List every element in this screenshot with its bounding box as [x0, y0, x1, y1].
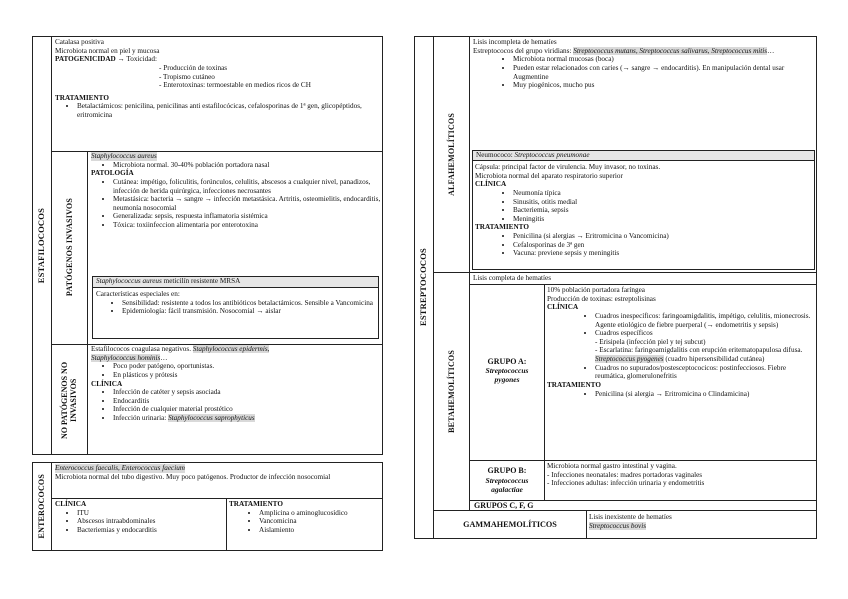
hominis-line: [91, 354, 381, 363]
neumococo-text: Neumococo:: [476, 151, 515, 159]
capsula-text: Cápsula: principal factor de virulencia. Muy invasor, no toxinas.: [475, 163, 661, 171]
list-item: • Sinusitis, otitis medial: [513, 198, 813, 207]
mrsa-list: [96, 299, 376, 316]
enterococcus-species: Enterococcus faecalis, Enterococcus faecium: [55, 464, 185, 472]
toxinas-text: Producción de toxinas: estreptolisinas: [547, 294, 656, 303]
tratamiento-heading: TRATAMIENTO: [55, 93, 109, 102]
enterococos-description: Microbiota normal del tubo digestivo. Muy poco patógenos. Productor de infección nosocomial: [55, 472, 331, 481]
list-item: • Microbiota normal mucosas (boca): [513, 55, 815, 64]
list-item: • Meningitis: [513, 215, 813, 224]
list-item: • Microbiota normal. 30-40% población portadora nasal: [113, 161, 381, 170]
gamma-label-cell: [434, 510, 586, 539]
patogenos-content: [88, 151, 383, 231]
epidermis-species: Staphylococcus epidermis,: [192, 345, 270, 353]
viridians-list: [473, 55, 815, 90]
list-item: • Penicilina (si alergia → Eritromicina o Clindamicina): [595, 390, 815, 399]
list-item: • Pueden estar relacionados con caries (→ sangre → endocarditis). En manipulación dental usar Augmentine: [513, 64, 815, 81]
mrsa-header: [93, 277, 378, 288]
list-item: • Cefalosporinas de 3ª gen: [513, 241, 813, 250]
list-item: • Betalactámicos: penicilina, penicilinas anti estafilocócicas, cefalosporinas de 1ª gen, glicopéptidos, eritromicina: [77, 102, 381, 119]
alfa-label-cell: [434, 36, 470, 272]
clinica-list: [91, 388, 381, 423]
no-patogenos-content: [88, 344, 383, 424]
clinica-list: [55, 509, 224, 535]
list-item: • Vacuna: previene sepsis y meningitis: [513, 249, 813, 258]
grupo-a-clinica-list: [547, 312, 815, 381]
especificos-text: Cuadros específicos: [595, 329, 653, 338]
toxicidad-text: Toxicidad:: [126, 55, 157, 64]
patogenicidad-line: [55, 55, 381, 64]
beta-label: BETAHEMOLÍTICOS: [446, 349, 456, 433]
toxicidad-sub1: - Producción de toxinas: [159, 63, 228, 72]
viridians-species: Streptococcus mutans, Streptococcus salivarus, Streptococcus mitis: [573, 46, 768, 55]
clinica-heading: CLÍNICA: [55, 500, 87, 508]
neumococo-clinica-list: [475, 189, 813, 224]
clinica-heading: CLÍNICA: [547, 303, 579, 312]
viridians-text: Estreptococos del grupo viridians:: [473, 46, 574, 55]
list-item: • Epidemiología: fácil transmisión. Nosocomial → aislar: [122, 307, 376, 316]
list-item: [113, 414, 381, 423]
list-item: • Amplicina o aminoglucosídico: [259, 509, 381, 518]
toxicidad-sub2: - Tropismo cutáneo: [159, 72, 215, 81]
list-item: • Cutánea: impétigo, foliculitis, forúnculos, celulitis, abscesos a cualquier nivel, panadizos, infección de herida quirúrgica, infecciones necrosantes: [113, 178, 381, 195]
ellipsis: …: [767, 46, 775, 55]
enterococos-label-cell: [32, 462, 52, 551]
aureus-species: Staphylococcus aureus: [91, 152, 157, 160]
clinica-heading: CLÍNICA: [475, 180, 507, 189]
grupo-a-tratamiento-list: [547, 390, 815, 399]
escarlatina-text: [595, 346, 815, 363]
grupo-b-species: Streptococcus agalactiae: [485, 475, 529, 494]
intro-text: Estafilococos coagulasa negativos.: [91, 345, 193, 353]
alfa-label: ALFAHEMOLÍTICOS: [446, 112, 456, 196]
no-patogenos-label: NO PATÓGENOS NO INVASIVOS: [60, 360, 79, 439]
list-item: • Sensibilidad: resistente a todos los antibióticos betalactámicos. Sensible a Vancomicina: [122, 299, 376, 308]
catalasa-text: Catalasa positiva: [55, 38, 104, 46]
enterococos-label: ENTEROCOCOS: [36, 474, 46, 539]
mrsa-title: meticilín resistente MRSA: [161, 277, 241, 285]
patogenicidad-heading: PATOGENICIDAD: [55, 55, 116, 64]
list-item: • Tóxica: toxiinfeccion alimentaria por enterotoxina: [113, 221, 381, 230]
pyogenes-species: Streptococcus pyogenes: [595, 355, 664, 364]
enterococos-header: [52, 463, 383, 482]
alfa-content: [470, 37, 817, 91]
list-item: • En plásticos y prótesis: [113, 371, 381, 380]
list-item: • Infección de catéter y sepsis asociada: [113, 388, 381, 397]
tratamiento-heading: TRATAMIENTO: [547, 381, 601, 390]
patogenos-label-cell: [52, 151, 88, 344]
list-item: • Vancomicina: [259, 517, 381, 526]
tratamiento-heading: TRATAMIENTO: [475, 223, 529, 232]
tratamiento-heading: TRATAMIENTO: [229, 500, 283, 508]
hipersensibilidad-text: (cuadro hipersensibilidad cutánea): [663, 355, 765, 364]
list-item: • Aislamiento: [259, 526, 381, 535]
mrsa-species: Staphylococcus aureus: [96, 277, 162, 285]
tratamiento-list: [229, 509, 381, 535]
estafilococos-label-cell: [32, 36, 52, 455]
toxicidad-sub3: - Enterotoxinas: termoestable en medios ricos de CH: [159, 81, 311, 90]
lisis-inexistente: Lisis inexistente de hematíes: [589, 513, 672, 521]
estreptococos-label: ESTREPTOCOCOS: [418, 248, 429, 327]
list-item: • Cuadros inespecíficos: faringoamigdalitis, impétigo, celulitis, mionecrosis. Agente etiológico de fiebre puerperal (→ endometritis y sepsis): [595, 312, 815, 329]
list-item: • Infección de cualquier material prostético: [113, 405, 381, 414]
list-item: [595, 329, 815, 364]
list-item: • Generalizada: sepsis, respuesta inflamatoria sistémica: [113, 212, 381, 221]
patogenos-label: PATÓGENOS INVASIVOS: [64, 198, 74, 297]
neumococo-content: [472, 162, 815, 259]
lisis-incompleta: Lisis incompleta de hematíes: [473, 38, 557, 46]
hominis-species: Staphylococcus hominis: [91, 353, 161, 362]
coagulasa-line: [91, 345, 381, 354]
mrsa-content: [93, 289, 378, 317]
estafilococos-general: [52, 37, 383, 121]
estreptococos-label-cell: [414, 36, 434, 539]
grupo-b-content: [544, 461, 817, 489]
grupo-a-label: GRUPO A:: [487, 356, 527, 366]
aureus-list: [91, 161, 381, 170]
neumococo-tratamiento-list: [475, 232, 813, 258]
list-item: • Poco poder patógeno, oportunistas.: [113, 362, 381, 371]
grupo-b-adultas: - Infecciones adultas: infección urinaria y endometritis: [547, 479, 705, 488]
tratamiento-list: [55, 102, 381, 119]
viridians-line: [473, 47, 815, 56]
saprophyticus-species: Staphylococcus saprophyticus: [168, 414, 255, 423]
list-item: • Neumonía típica: [513, 189, 813, 198]
grupo-b-microbiota: Microbiota normal gastro intestinal y vagina.: [547, 462, 677, 470]
grupo-b-neonatales: - Infecciones neonatales: madres portadoras vaginales: [547, 470, 703, 479]
portadora-text: 10% población portadora faríngea: [547, 286, 645, 294]
enterococos-clinica: [52, 499, 226, 536]
neumococo-header: [472, 150, 815, 161]
list-item: • Metastásica: bacteria → sangre → infección metastásica. Artritis, osteomielitis, endocarditis, neumonía nosocomial: [113, 195, 381, 212]
patologia-list: [91, 178, 381, 230]
beta-label-cell: [434, 272, 470, 510]
grupo-b-label: GRUPO B:: [487, 466, 527, 476]
grupo-b-label-cell: [470, 460, 544, 500]
gamma-label: GAMMAHEMOLÍTICOS: [463, 519, 557, 529]
list-item: • Penicilina (si alergias → Eritromicina o Vancomicina): [513, 232, 813, 241]
list-item: • Cuadros no supurados/postesceptococicos: postinfecciosos. Fiebre reumática, glomerulonefritis: [595, 364, 815, 381]
grupo-a-content: [544, 285, 817, 399]
list-item: • Endocarditis: [113, 397, 381, 406]
arrow: →: [117, 55, 125, 64]
beta-header: [470, 273, 817, 284]
grupo-a-species: Streptococcus pygones: [485, 366, 529, 385]
list-item: • Abscesos intraabdominales: [77, 517, 224, 526]
grupos-cfg: GRUPOS C, F, G: [474, 501, 534, 510]
no-patogenos-list: [91, 362, 381, 379]
list-item: • ITU: [77, 509, 224, 518]
erisipela-text: - Erisipela (infección piel y tej subcut): [595, 337, 706, 346]
mrsa-caracteristicas: Características especiales en:: [96, 290, 180, 298]
list-item: • Bacteriemia, sepsis: [513, 206, 813, 215]
enterococos-tratamiento: [226, 499, 383, 536]
no-patogenos-label-cell: [52, 344, 88, 455]
list-item: • Muy piogénicos, mucho pus: [513, 81, 815, 90]
pneumonae-species: Streptococcus pneumonae: [514, 151, 590, 159]
estafilococos-label: ESTAFILOCOCOS: [36, 207, 47, 284]
grupo-a-label-cell: [470, 284, 544, 457]
list-item: • Bacteriemias y endocarditis: [77, 526, 224, 535]
urinaria-text: Infección urinaria:: [113, 414, 169, 423]
escarlatina-desc: - Escarlatina: faringoamigdalitis con erupción eritematopapulosa difusa.: [595, 346, 803, 355]
bovis-species: Streptococcus bovis: [589, 521, 647, 530]
patologia-heading: PATOLOGÍA: [91, 169, 134, 178]
ellipsis: …: [160, 353, 168, 362]
microbiota-text: Microbiota normal en piel y mucosa: [55, 46, 160, 55]
clinica-heading: CLÍNICA: [91, 379, 123, 388]
gamma-content: [586, 512, 817, 531]
lisis-completa: Lisis completa de hematíes: [473, 274, 552, 282]
microbiota-respiratorio: Microbiota normal del aparato respiratorio superior: [475, 171, 623, 180]
